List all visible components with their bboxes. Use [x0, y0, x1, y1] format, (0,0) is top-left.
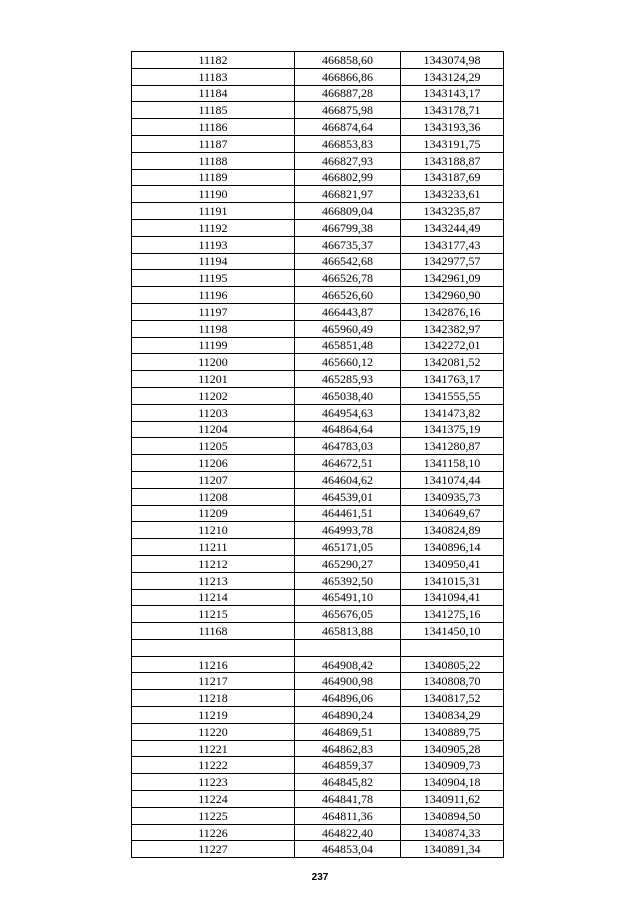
point-number-cell: 11224 — [132, 791, 295, 808]
y-coordinate-cell: 1343233,61 — [401, 186, 504, 203]
table-row — [132, 723, 504, 740]
y-coordinate-cell: 1343235,87 — [401, 203, 504, 220]
table-row — [132, 774, 504, 791]
x-coordinate-cell — [295, 639, 401, 656]
table-row — [132, 555, 504, 572]
y-coordinate-cell: 1343177,43 — [401, 236, 504, 253]
table-row — [132, 438, 504, 455]
y-coordinate-cell: 1341473,82 — [401, 404, 504, 421]
table-row — [132, 606, 504, 623]
table-row — [132, 119, 504, 136]
point-number-cell: 11226 — [132, 824, 295, 841]
x-coordinate-cell: 464461,51 — [295, 505, 401, 522]
x-coordinate-cell: 464845,82 — [295, 774, 401, 791]
x-coordinate-cell: 466887,28 — [295, 85, 401, 102]
y-coordinate-cell: 1340889,75 — [401, 723, 504, 740]
point-number-cell: 11225 — [132, 807, 295, 824]
point-number-cell: 11205 — [132, 438, 295, 455]
point-number-cell: 11212 — [132, 555, 295, 572]
x-coordinate-cell: 465290,27 — [295, 555, 401, 572]
point-number-cell: 11198 — [132, 320, 295, 337]
x-coordinate-cell: 464993,78 — [295, 522, 401, 539]
y-coordinate-cell: 1340817,52 — [401, 690, 504, 707]
point-number-cell: 11187 — [132, 135, 295, 152]
y-coordinate-cell — [401, 639, 504, 656]
x-coordinate-cell: 464604,62 — [295, 471, 401, 488]
table-row — [132, 656, 504, 673]
table-row — [132, 354, 504, 371]
table-row — [132, 589, 504, 606]
point-number-cell: 11210 — [132, 522, 295, 539]
table-row — [132, 169, 504, 186]
y-coordinate-cell: 1343193,36 — [401, 119, 504, 136]
table-row — [132, 68, 504, 85]
y-coordinate-cell: 1343178,71 — [401, 102, 504, 119]
y-coordinate-cell: 1343191,75 — [401, 135, 504, 152]
point-number-cell: 11216 — [132, 656, 295, 673]
x-coordinate-cell: 466542,68 — [295, 253, 401, 270]
y-coordinate-cell: 1343124,29 — [401, 68, 504, 85]
point-number-cell: 11214 — [132, 589, 295, 606]
page-number: 237 — [311, 872, 329, 883]
table-row — [132, 505, 504, 522]
y-coordinate-cell: 1341280,87 — [401, 438, 504, 455]
x-coordinate-cell: 465392,50 — [295, 572, 401, 589]
x-coordinate-cell: 465285,93 — [295, 371, 401, 388]
x-coordinate-cell: 466526,60 — [295, 287, 401, 304]
y-coordinate-cell: 1342382,97 — [401, 320, 504, 337]
point-number-cell: 11209 — [132, 505, 295, 522]
x-coordinate-cell: 464869,51 — [295, 723, 401, 740]
y-coordinate-cell: 1343244,49 — [401, 219, 504, 236]
x-coordinate-cell: 464900,98 — [295, 673, 401, 690]
table-row — [132, 791, 504, 808]
y-coordinate-cell: 1343143,17 — [401, 85, 504, 102]
table-row — [132, 102, 504, 119]
point-number-cell: 11217 — [132, 673, 295, 690]
x-coordinate-cell: 466858,60 — [295, 52, 401, 69]
table-row — [132, 471, 504, 488]
table-row — [132, 152, 504, 169]
y-coordinate-cell: 1343188,87 — [401, 152, 504, 169]
y-coordinate-cell: 1340808,70 — [401, 673, 504, 690]
point-number-cell: 11194 — [132, 253, 295, 270]
coordinates-table-body — [132, 52, 504, 858]
point-number-cell: 11186 — [132, 119, 295, 136]
y-coordinate-cell: 1340874,33 — [401, 824, 504, 841]
point-number-cell: 11189 — [132, 169, 295, 186]
table-row — [132, 740, 504, 757]
table-row — [132, 455, 504, 472]
table-row — [132, 623, 504, 640]
point-number-cell: 11211 — [132, 539, 295, 556]
point-number-cell: 11202 — [132, 387, 295, 404]
x-coordinate-cell: 464811,36 — [295, 807, 401, 824]
point-number-cell: 11206 — [132, 455, 295, 472]
x-coordinate-cell: 466735,37 — [295, 236, 401, 253]
x-coordinate-cell: 466526,78 — [295, 270, 401, 287]
y-coordinate-cell: 1341555,55 — [401, 387, 504, 404]
point-number-cell: 11219 — [132, 707, 295, 724]
table-row — [132, 270, 504, 287]
point-number-cell: 11196 — [132, 287, 295, 304]
x-coordinate-cell: 464841,78 — [295, 791, 401, 808]
y-coordinate-cell: 1340834,29 — [401, 707, 504, 724]
y-coordinate-cell: 1340911,62 — [401, 791, 504, 808]
table-row — [132, 707, 504, 724]
y-coordinate-cell: 1341094,41 — [401, 589, 504, 606]
point-number-cell: 11197 — [132, 303, 295, 320]
x-coordinate-cell: 466799,38 — [295, 219, 401, 236]
x-coordinate-cell: 466821,97 — [295, 186, 401, 203]
table-row — [132, 841, 504, 858]
x-coordinate-cell: 464954,63 — [295, 404, 401, 421]
y-coordinate-cell: 1341015,31 — [401, 572, 504, 589]
table-row — [132, 387, 504, 404]
point-number-cell: 11215 — [132, 606, 295, 623]
point-number-cell — [132, 639, 295, 656]
y-coordinate-cell: 1340805,22 — [401, 656, 504, 673]
y-coordinate-cell: 1340894,50 — [401, 807, 504, 824]
coordinates-table — [131, 51, 504, 858]
table-row — [132, 371, 504, 388]
point-number-cell: 11208 — [132, 488, 295, 505]
y-coordinate-cell: 1341158,10 — [401, 455, 504, 472]
x-coordinate-cell: 466802,99 — [295, 169, 401, 186]
table-row — [132, 690, 504, 707]
table-row — [132, 421, 504, 438]
point-number-cell: 11203 — [132, 404, 295, 421]
table-row — [132, 135, 504, 152]
x-coordinate-cell: 466874,64 — [295, 119, 401, 136]
table-row — [132, 236, 504, 253]
point-number-cell: 11207 — [132, 471, 295, 488]
point-number-cell: 11184 — [132, 85, 295, 102]
y-coordinate-cell: 1341763,17 — [401, 371, 504, 388]
x-coordinate-cell: 465813,88 — [295, 623, 401, 640]
table-row — [132, 203, 504, 220]
table-row — [132, 320, 504, 337]
y-coordinate-cell: 1340904,18 — [401, 774, 504, 791]
table-row — [132, 572, 504, 589]
y-coordinate-cell: 1342272,01 — [401, 337, 504, 354]
table-row — [132, 522, 504, 539]
x-coordinate-cell: 464864,64 — [295, 421, 401, 438]
x-coordinate-cell: 464672,51 — [295, 455, 401, 472]
table-row — [132, 639, 504, 656]
point-number-cell: 11168 — [132, 623, 295, 640]
table-row — [132, 824, 504, 841]
table-row — [132, 85, 504, 102]
point-number-cell: 11190 — [132, 186, 295, 203]
table-row — [132, 404, 504, 421]
y-coordinate-cell: 1340891,34 — [401, 841, 504, 858]
point-number-cell: 11218 — [132, 690, 295, 707]
point-number-cell: 11221 — [132, 740, 295, 757]
y-coordinate-cell: 1341275,16 — [401, 606, 504, 623]
table-row — [132, 186, 504, 203]
x-coordinate-cell: 465851,48 — [295, 337, 401, 354]
x-coordinate-cell: 465960,49 — [295, 320, 401, 337]
x-coordinate-cell: 464859,37 — [295, 757, 401, 774]
table-row — [132, 539, 504, 556]
x-coordinate-cell: 464822,40 — [295, 824, 401, 841]
x-coordinate-cell: 466866,86 — [295, 68, 401, 85]
point-number-cell: 11193 — [132, 236, 295, 253]
x-coordinate-cell: 465171,05 — [295, 539, 401, 556]
x-coordinate-cell: 465676,05 — [295, 606, 401, 623]
table-row — [132, 488, 504, 505]
y-coordinate-cell: 1340909,73 — [401, 757, 504, 774]
point-number-cell: 11222 — [132, 757, 295, 774]
x-coordinate-cell: 464539,01 — [295, 488, 401, 505]
table-row — [132, 303, 504, 320]
y-coordinate-cell: 1341074,44 — [401, 471, 504, 488]
y-coordinate-cell: 1340896,14 — [401, 539, 504, 556]
y-coordinate-cell: 1340950,41 — [401, 555, 504, 572]
x-coordinate-cell: 464896,06 — [295, 690, 401, 707]
x-coordinate-cell: 464783,03 — [295, 438, 401, 455]
x-coordinate-cell: 466809,04 — [295, 203, 401, 220]
table-row — [132, 757, 504, 774]
y-coordinate-cell: 1343074,98 — [401, 52, 504, 69]
table-row — [132, 253, 504, 270]
point-number-cell: 11182 — [132, 52, 295, 69]
x-coordinate-cell: 466853,83 — [295, 135, 401, 152]
table-row — [132, 337, 504, 354]
y-coordinate-cell: 1340649,67 — [401, 505, 504, 522]
y-coordinate-cell: 1342961,09 — [401, 270, 504, 287]
y-coordinate-cell: 1342977,57 — [401, 253, 504, 270]
x-coordinate-cell: 466443,87 — [295, 303, 401, 320]
point-number-cell: 11227 — [132, 841, 295, 858]
x-coordinate-cell: 464853,04 — [295, 841, 401, 858]
y-coordinate-cell: 1343187,69 — [401, 169, 504, 186]
point-number-cell: 11223 — [132, 774, 295, 791]
y-coordinate-cell: 1341450,10 — [401, 623, 504, 640]
y-coordinate-cell: 1342876,16 — [401, 303, 504, 320]
point-number-cell: 11185 — [132, 102, 295, 119]
point-number-cell: 11200 — [132, 354, 295, 371]
y-coordinate-cell: 1340824,89 — [401, 522, 504, 539]
y-coordinate-cell: 1342960,90 — [401, 287, 504, 304]
point-number-cell: 11183 — [132, 68, 295, 85]
table-row — [132, 219, 504, 236]
y-coordinate-cell: 1342081,52 — [401, 354, 504, 371]
y-coordinate-cell: 1340905,28 — [401, 740, 504, 757]
point-number-cell: 11188 — [132, 152, 295, 169]
y-coordinate-cell: 1341375,19 — [401, 421, 504, 438]
x-coordinate-cell: 465491,10 — [295, 589, 401, 606]
table-row — [132, 287, 504, 304]
x-coordinate-cell: 466827,93 — [295, 152, 401, 169]
point-number-cell: 11192 — [132, 219, 295, 236]
x-coordinate-cell: 464890,24 — [295, 707, 401, 724]
point-number-cell: 11191 — [132, 203, 295, 220]
x-coordinate-cell: 464908,42 — [295, 656, 401, 673]
x-coordinate-cell: 465038,40 — [295, 387, 401, 404]
point-number-cell: 11220 — [132, 723, 295, 740]
point-number-cell: 11199 — [132, 337, 295, 354]
table-row — [132, 807, 504, 824]
point-number-cell: 11204 — [132, 421, 295, 438]
point-number-cell: 11213 — [132, 572, 295, 589]
x-coordinate-cell: 464862,83 — [295, 740, 401, 757]
point-number-cell: 11201 — [132, 371, 295, 388]
table-row — [132, 52, 504, 69]
point-number-cell: 11195 — [132, 270, 295, 287]
table-row — [132, 673, 504, 690]
y-coordinate-cell: 1340935,73 — [401, 488, 504, 505]
x-coordinate-cell: 466875,98 — [295, 102, 401, 119]
x-coordinate-cell: 465660,12 — [295, 354, 401, 371]
